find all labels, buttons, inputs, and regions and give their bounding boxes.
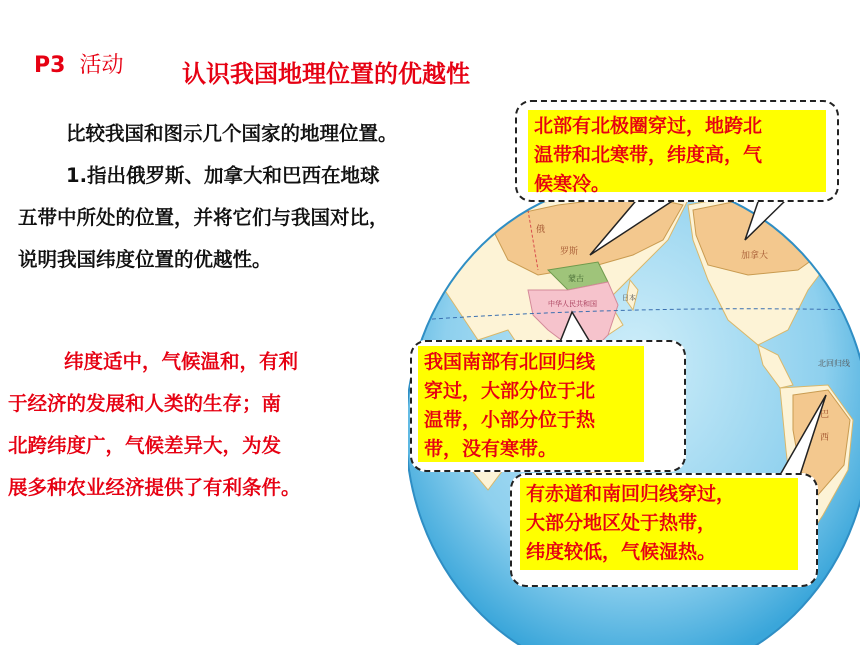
callout-brazil-line-1: 有赤道和南回归线穿过， xyxy=(526,483,736,505)
callout-china-line-1: 我国南部有北回归线 xyxy=(424,351,596,373)
label-canada: 加拿大 xyxy=(741,251,769,261)
answer-line-4: 展多种农业经济提供了有利条件。 xyxy=(8,476,301,499)
callout-china-line-3: 温带，小部分位于热 xyxy=(424,409,596,431)
activity-name: 活动 xyxy=(79,53,124,78)
label-brazil-1: 巴 xyxy=(820,410,830,420)
label-russia-2: 罗斯 xyxy=(560,247,579,257)
pointer-brazil xyxy=(780,395,826,475)
pointer-north-canada xyxy=(745,196,790,240)
label-brazil-2: 西 xyxy=(820,433,830,443)
callout-north-line-2: 温带和北寒带，纬度高，气 xyxy=(534,144,763,166)
callout-china xyxy=(418,346,644,462)
label-tropic-of-cancer: 北回归线 xyxy=(818,359,850,368)
answer-line-2: 于经济的发展和人类的生存；南 xyxy=(8,392,282,415)
callout-north xyxy=(528,110,826,195)
label-china: 中华人民共和国 xyxy=(548,300,597,308)
label-russia-1: 俄 xyxy=(536,225,546,235)
callout-north-line-3: 候寒冷。 xyxy=(534,173,611,195)
question-line-2: 1.指出俄罗斯、加拿大和巴西在地球 xyxy=(66,164,380,187)
callout-brazil xyxy=(520,478,798,570)
label-mongolia: 蒙古 xyxy=(568,274,584,283)
question-line-3: 五带中所处的位置，并将它们与我国对比， xyxy=(18,206,389,229)
callout-north-line-1: 北部有北极圈穿过，地跨北 xyxy=(534,115,763,137)
answer-line-1: 纬度适中，气候温和，有利 xyxy=(64,350,299,373)
question-line-1: 比较我国和图示几个国家的地理位置。 xyxy=(66,122,398,145)
activity-page: P3 xyxy=(34,53,66,78)
label-japan: 日本 xyxy=(622,294,636,302)
callout-china-line-4: 带，没有寒带。 xyxy=(424,438,558,460)
callout-brazil-line-3: 纬度较低，气候湿热。 xyxy=(526,541,717,563)
pointer-north-russia xyxy=(590,196,680,255)
pointer-china xyxy=(560,312,590,342)
callout-china-line-2: 穿过，大部分位于北 xyxy=(424,380,596,402)
question-line-4: 说明我国纬度位置的优越性。 xyxy=(18,248,272,271)
callout-brazil-line-2: 大部分地区处于热带， xyxy=(526,512,717,534)
page-title: 认识我国地理位置的优越性 xyxy=(182,60,470,88)
answer-line-3: 北跨纬度广，气候差异大，为发 xyxy=(8,434,282,457)
